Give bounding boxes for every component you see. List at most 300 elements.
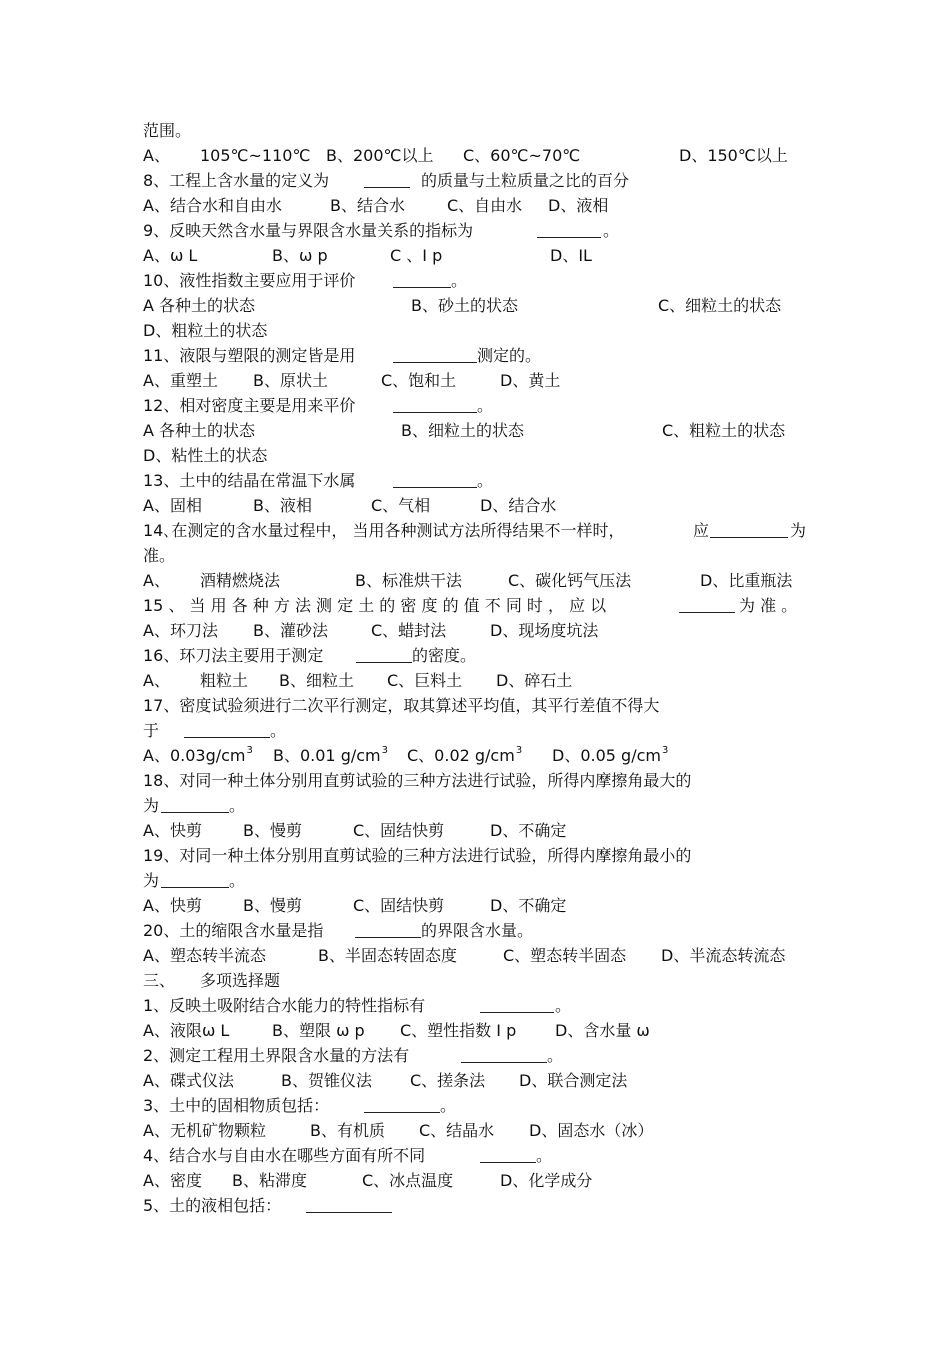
blank-underline [393, 346, 477, 363]
text-segment [496, 668, 572, 693]
text-segment [143, 518, 624, 543]
segment-text: B、慢剪 [243, 896, 302, 915]
segment-text: 多项选择题 [200, 971, 281, 990]
superscript: 3 [515, 745, 523, 756]
text-line [0, 968, 950, 993]
text-line [0, 493, 950, 518]
text-segment [143, 1143, 425, 1168]
text-segment [662, 418, 785, 443]
text-segment [477, 468, 493, 493]
text-line [0, 418, 950, 443]
segment-text: D、粗粒土的状态 [143, 321, 268, 340]
text-line [0, 818, 950, 843]
text-segment [555, 993, 571, 1018]
text-segment [143, 918, 323, 943]
text-segment [281, 1068, 372, 1093]
segment-text: D、IL [550, 246, 592, 265]
segment-text: B、塑限 ω p [272, 1021, 365, 1040]
blank-underline [393, 471, 477, 488]
text-segment [143, 368, 218, 393]
text-segment [143, 493, 202, 518]
segment-text: B、有机质 [310, 1121, 385, 1140]
text-segment [555, 1018, 650, 1043]
text-line [0, 868, 950, 893]
segment-text: B、半固态转固态度 [318, 946, 457, 965]
blank-underline [161, 796, 229, 813]
text-segment [143, 1193, 281, 1218]
blank-underline [461, 1046, 547, 1063]
segment-text: A、密度 [143, 1171, 202, 1190]
segment-text: D、联合测定法 [519, 1071, 628, 1090]
text-line [0, 318, 950, 343]
text-segment [490, 893, 566, 918]
text-line [0, 718, 950, 743]
text-segment [355, 568, 462, 593]
text-segment [273, 743, 388, 771]
segment-text: D、不确定 [490, 821, 567, 840]
segment-text: D、半流态转流态 [661, 946, 786, 965]
text-segment [143, 543, 175, 568]
text-segment [419, 1118, 494, 1143]
text-segment [143, 443, 267, 468]
answer-blank [537, 218, 601, 243]
segment-text: A、快剪 [143, 821, 202, 840]
text-segment [490, 818, 566, 843]
answer-blank [710, 518, 788, 543]
answer-blank [461, 1043, 547, 1068]
segment-text: D、含水量 ω [555, 1021, 650, 1040]
segment-text: 2、测定工程用土界限含水量的方法有 [143, 1046, 410, 1065]
segment-text: 19、对同一种土体分别用直剪试验的三种方法进行试验，所得内摩擦角最小的 [143, 846, 692, 865]
text-segment [143, 218, 473, 243]
text-line [0, 343, 950, 368]
text-segment [318, 943, 457, 968]
segment-text: 1、反映土吸附结合水能力的特性指标有 [143, 996, 426, 1015]
segment-text: 酒精燃烧法 [200, 571, 281, 590]
segment-text: 为 [143, 796, 160, 815]
segment-text: 9、反映天然含水量与界限含水量关系的指标为 [143, 221, 474, 240]
text-segment [200, 143, 310, 168]
segment-text: C、塑态转半固态 [503, 946, 627, 965]
superscript: 3 [381, 745, 388, 756]
text-segment [232, 1168, 307, 1193]
segment-text: 。 [477, 471, 494, 490]
segment-text: D、不确定 [490, 896, 567, 915]
segment-text: 15 、 当 用 各 种 方 法 测 定 土 的 密 度 的 值 不 同 时 ， 应 以 [143, 596, 607, 615]
segment-text: A、固相 [143, 496, 202, 515]
blank-underline [393, 271, 451, 288]
text-segment [229, 793, 245, 818]
segment-text: 的界限含水量。 [421, 921, 534, 940]
segment-text: 3、土中的固相物质包括： [143, 1096, 330, 1115]
text-line [0, 993, 950, 1018]
segment-text: 于 [143, 721, 160, 740]
text-segment [143, 768, 691, 793]
text-line [0, 543, 950, 568]
blank-underline [184, 721, 270, 738]
segment-text: 。 [555, 996, 572, 1015]
text-segment [381, 368, 456, 393]
segment-text: B、200℃以上 [326, 146, 434, 165]
text-line [0, 668, 950, 693]
segment-text: 。 [547, 1046, 564, 1065]
blank-underline [364, 171, 410, 188]
text-line [0, 243, 950, 268]
text-segment [143, 318, 267, 343]
text-line [0, 1093, 950, 1118]
segment-text: 的密度。 [412, 646, 477, 665]
blank-underline [480, 1146, 536, 1163]
answer-blank [306, 1193, 392, 1218]
text-segment [143, 193, 282, 218]
segment-text: 为 [790, 521, 807, 540]
segment-text: 准。 [143, 546, 176, 565]
segment-text: A、ω L [143, 246, 198, 265]
segment-text: 20、土的缩限含水量是指 [143, 921, 324, 940]
segment-text: D、碎石土 [496, 671, 573, 690]
segment-text: C、自由水 [447, 196, 523, 215]
segment-text: D、0.05 g/cm [552, 746, 661, 765]
segment-text: C、60℃~70℃ [463, 146, 581, 165]
segment-text: 范围。 [143, 121, 192, 140]
segment-text: 。 [536, 1146, 553, 1165]
text-segment [362, 1168, 453, 1193]
text-segment [143, 568, 170, 593]
text-segment [143, 168, 329, 193]
text-segment [550, 243, 592, 268]
answer-blank [364, 1093, 440, 1118]
text-segment [407, 743, 522, 771]
text-segment [503, 943, 626, 968]
text-segment [143, 418, 255, 443]
segment-text: 5、土的液相包括： [143, 1196, 282, 1215]
segment-text: B、结合水 [330, 196, 405, 215]
text-segment [411, 293, 518, 318]
blank-underline [306, 1196, 392, 1213]
text-segment [661, 943, 785, 968]
segment-text: C、冰点温度 [362, 1171, 454, 1190]
text-segment [143, 468, 355, 493]
text-line [0, 793, 950, 818]
text-line [0, 743, 950, 768]
segment-text: C、搓条法 [410, 1071, 486, 1090]
segment-text: B、原状土 [253, 371, 328, 390]
text-line [0, 443, 950, 468]
segment-text: 应 [693, 521, 710, 540]
text-segment [143, 593, 606, 618]
text-segment [143, 293, 255, 318]
segment-text: 。 [270, 721, 287, 740]
segment-text: C、蜡封法 [371, 621, 447, 640]
segment-text: 11、液限与塑限的测定皆是用 [143, 346, 356, 365]
text-segment [143, 743, 253, 771]
text-segment [477, 393, 493, 418]
text-line [0, 593, 950, 618]
text-segment [739, 593, 797, 618]
segment-text: 12、相对密度主要是用来平价 [143, 396, 356, 415]
segment-text: 粗粒土 [200, 671, 249, 690]
text-segment [143, 943, 266, 968]
blank-underline [710, 521, 788, 538]
text-line [0, 268, 950, 293]
segment-text: 13、土中的结晶在常温下水属 [143, 471, 356, 490]
segment-text: B、细粒土的状态 [401, 421, 524, 440]
segment-text: A、 [143, 671, 170, 690]
text-segment [463, 143, 580, 168]
segment-text: C、巨料土 [387, 671, 463, 690]
text-segment [143, 143, 170, 168]
text-segment [200, 668, 248, 693]
segment-text: B、液相 [253, 496, 312, 515]
segment-text: D、150℃以上 [679, 146, 788, 165]
answer-blank [393, 468, 477, 493]
text-segment [326, 143, 434, 168]
text-segment [410, 1068, 485, 1093]
segment-text: C、细粒土的状态 [658, 296, 782, 315]
segment-text: A、环刀法 [143, 621, 218, 640]
text-segment [421, 918, 533, 943]
text-segment [679, 143, 788, 168]
text-segment [401, 418, 524, 443]
text-segment [143, 843, 691, 868]
text-segment [143, 1093, 329, 1118]
text-segment [371, 618, 446, 643]
segment-text: A、重塑土 [143, 371, 218, 390]
superscript: 3 [661, 745, 669, 756]
segment-text: 。 [229, 871, 246, 890]
text-segment [400, 1018, 516, 1043]
text-line [0, 643, 950, 668]
text-line [0, 118, 950, 143]
text-segment [143, 618, 218, 643]
segment-text: B、0.01 g/cm [273, 746, 381, 765]
text-line [0, 1168, 950, 1193]
text-segment [547, 1043, 563, 1068]
text-segment [143, 968, 175, 993]
segment-text: B、粘滞度 [232, 1171, 307, 1190]
text-segment [243, 893, 302, 918]
blank-underline [480, 996, 554, 1013]
segment-text: C、饱和土 [381, 371, 457, 390]
text-segment [253, 368, 328, 393]
segment-text: B、ω p [272, 246, 328, 265]
text-line [0, 468, 950, 493]
text-segment [143, 693, 659, 718]
text-segment [143, 268, 355, 293]
text-segment [143, 1068, 234, 1093]
segment-text: D、黄土 [500, 371, 561, 390]
text-line [0, 618, 950, 643]
text-segment [243, 818, 302, 843]
text-segment [143, 818, 202, 843]
text-segment [490, 618, 598, 643]
text-segment [272, 1018, 365, 1043]
segment-text: D、结合水 [480, 496, 557, 515]
text-line [0, 1018, 950, 1043]
segment-text: 为 [143, 871, 160, 890]
text-line [0, 518, 950, 543]
blank-underline [161, 871, 229, 888]
text-segment [693, 518, 709, 543]
answer-blank [364, 168, 410, 193]
blank-underline [355, 921, 421, 938]
text-segment [519, 1068, 627, 1093]
answer-blank [393, 343, 477, 368]
segment-text: 。 [440, 1096, 457, 1115]
answer-blank [480, 993, 554, 1018]
answer-blank [161, 868, 229, 893]
segment-text: 测定的。 [477, 346, 542, 365]
text-segment [387, 668, 462, 693]
segment-text: B、灌砂法 [253, 621, 328, 640]
segment-text: 三、 [143, 971, 176, 990]
segment-text: 。 [603, 221, 620, 240]
text-segment [143, 668, 170, 693]
blank-underline [356, 646, 412, 663]
text-segment [790, 518, 806, 543]
answer-blank [480, 1143, 536, 1168]
segment-text: D、液相 [548, 196, 609, 215]
segment-text: 10、液性指数主要应用于评价 [143, 271, 356, 290]
answer-blank [161, 793, 229, 818]
text-segment [508, 568, 631, 593]
blank-underline [537, 221, 601, 238]
text-segment [272, 243, 328, 268]
segment-text: C、塑性指数 I p [400, 1021, 517, 1040]
segment-text: A、碟式仪法 [143, 1071, 234, 1090]
text-line [0, 1143, 950, 1168]
text-segment [371, 493, 430, 518]
segment-text: B、慢剪 [243, 821, 302, 840]
segment-text: A、快剪 [143, 896, 202, 915]
text-segment [700, 568, 792, 593]
segment-text: B、贺锥仪法 [281, 1071, 372, 1090]
text-line [0, 193, 950, 218]
text-segment [279, 668, 354, 693]
text-segment [658, 293, 781, 318]
text-segment [330, 193, 405, 218]
segment-text: 。 [477, 396, 494, 415]
text-segment [447, 193, 522, 218]
segment-text: 的质量与土粒质量之比的百分 [421, 171, 630, 190]
segment-text: 17、密度试验须进行二次平行测定，取其算述平均值，其平行差值不得大 [143, 696, 660, 715]
text-segment [143, 993, 425, 1018]
text-segment [143, 1168, 202, 1193]
text-segment [353, 818, 444, 843]
text-segment [603, 218, 619, 243]
text-line [0, 693, 950, 718]
text-line [0, 893, 950, 918]
text-segment [143, 393, 355, 418]
text-segment [440, 1093, 456, 1118]
segment-text: D、粘性土的状态 [143, 446, 268, 465]
segment-text: D、固态水（冰） [529, 1121, 654, 1140]
segment-text: C、粗粒土的状态 [662, 421, 786, 440]
answer-blank [184, 718, 270, 743]
text-segment [143, 1043, 409, 1068]
segment-text: D、化学成分 [500, 1171, 593, 1190]
segment-text: C、固结快剪 [353, 896, 445, 915]
text-segment [253, 618, 328, 643]
segment-text: B、标准烘干法 [355, 571, 462, 590]
text-segment [200, 568, 280, 593]
text-line [0, 218, 950, 243]
text-segment [270, 718, 286, 743]
text-segment [480, 493, 556, 518]
segment-text: A、液限ω L [143, 1021, 230, 1040]
segment-text: 。 [229, 796, 246, 815]
superscript: 3 [246, 745, 253, 756]
text-line [0, 768, 950, 793]
text-line [0, 393, 950, 418]
text-segment [229, 868, 245, 893]
text-segment [200, 968, 280, 993]
text-segment [143, 868, 159, 893]
text-segment [477, 343, 541, 368]
text-segment [143, 718, 159, 743]
segment-text: C、固结快剪 [353, 821, 445, 840]
segment-text: A、塑态转半流态 [143, 946, 266, 965]
text-segment [143, 643, 323, 668]
answer-blank [393, 268, 451, 293]
segment-text: 为 准 。 [739, 596, 798, 615]
segment-text: A、结合水和自由水 [143, 196, 282, 215]
text-line [0, 918, 950, 943]
text-segment [412, 643, 476, 668]
answer-blank [679, 593, 735, 618]
text-line [0, 843, 950, 868]
text-segment [500, 1168, 592, 1193]
text-line [0, 293, 950, 318]
blank-underline [393, 396, 477, 413]
text-line [0, 568, 950, 593]
segment-text: A 各种土的状态 [143, 421, 256, 440]
answer-blank [393, 393, 477, 418]
text-line [0, 1118, 950, 1143]
text-segment [143, 1118, 266, 1143]
text-segment [143, 793, 159, 818]
text-segment [310, 1118, 385, 1143]
segment-text: 8、工程上含水量的定义为 [143, 171, 330, 190]
text-segment [529, 1118, 653, 1143]
text-line [0, 368, 950, 393]
segment-text: 16、环刀法主要用于测定 [143, 646, 324, 665]
segment-text: A、0.03g/cm [143, 746, 246, 765]
segment-text: C、碳化钙气压法 [508, 571, 632, 590]
blank-underline [364, 1096, 440, 1113]
segment-text: 。 [451, 271, 468, 290]
text-line [0, 1043, 950, 1068]
segment-text: C、0.02 g/cm [407, 746, 515, 765]
segment-text: A、 [143, 146, 170, 165]
segment-text: D、比重瓶法 [700, 571, 793, 590]
text-segment [548, 193, 608, 218]
blank-underline [679, 596, 735, 613]
segment-text: C、结晶水 [419, 1121, 495, 1140]
text-segment [536, 1143, 552, 1168]
text-segment [143, 343, 355, 368]
text-line [0, 143, 950, 168]
segment-text: 4、结合水与自由水在哪些方面有所不同 [143, 1146, 426, 1165]
segment-text: B、砂土的状态 [411, 296, 518, 315]
text-segment [143, 243, 197, 268]
segment-text: D、现场度坑法 [490, 621, 599, 640]
text-line [0, 1068, 950, 1093]
segment-text: C、气相 [371, 496, 431, 515]
text-segment [451, 268, 467, 293]
segment-text: A、无机矿物颗粒 [143, 1121, 266, 1140]
segment-text: C 、I p [390, 246, 443, 265]
